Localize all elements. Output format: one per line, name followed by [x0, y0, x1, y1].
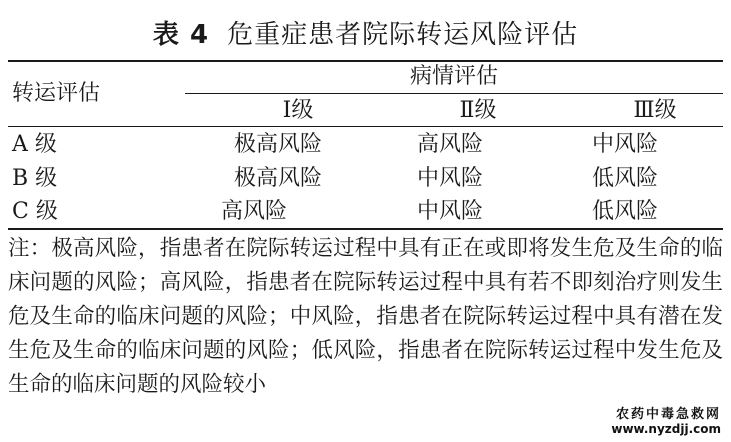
- cell-c-2: 中风险: [416, 199, 483, 224]
- table-title: [0, 14, 731, 51]
- cell-a-3: 中风险: [591, 132, 658, 157]
- level-header-2: Ⅱ级: [459, 98, 497, 123]
- level-header-1: Ⅰ级: [282, 98, 314, 123]
- row-label-c: C 级: [12, 199, 58, 224]
- header-bottom-rule: [8, 126, 723, 127]
- level-header-3: Ⅲ级: [633, 98, 677, 123]
- cell-c-1: 高风险: [220, 199, 287, 224]
- cell-b-1: 极高风险: [233, 166, 322, 191]
- table-caption: 危重症患者院际转运风险评估: [227, 20, 579, 50]
- bottom-rule: [8, 228, 723, 230]
- table-number: 表 4: [152, 20, 210, 50]
- span-header: 病情评估: [409, 64, 498, 89]
- site-watermark: [611, 408, 721, 436]
- cell-a-2: 高风险: [416, 132, 483, 157]
- watermark-site-name: 农药中毒急救网: [615, 407, 721, 422]
- stub-header: 转运评估: [12, 81, 101, 106]
- table-note: 注：极高风险，指患者在院际转运过程中具有正在或即将发生危及生命的临床问题的风险；高风险，指患者在院际转运过程中具有若不即刻治疗则发生危及生命的临床问题的风险；中风险，指患者在院际转运过程中具有潜在发生危及生命的临床问题的风险；低风险，指患者在院际转运过程中发生危及生命的临床问题的风险较小: [8, 236, 723, 397]
- cell-b-3: 低风险: [591, 166, 658, 191]
- row-label-b: B 级: [12, 166, 58, 191]
- span-header-rule: [185, 93, 723, 94]
- cell-c-3: 低风险: [591, 199, 658, 224]
- watermark-url: www.nyzdjj.com: [611, 422, 721, 436]
- row-label-a: A 级: [12, 132, 57, 157]
- cell-b-2: 中风险: [416, 166, 483, 191]
- cell-a-1: 极高风险: [233, 132, 322, 157]
